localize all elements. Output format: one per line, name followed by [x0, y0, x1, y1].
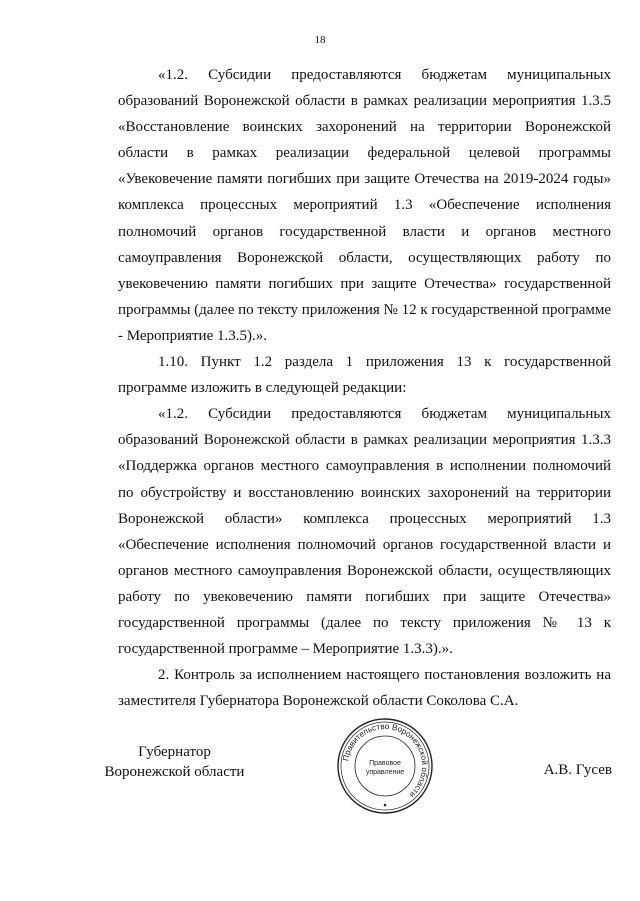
signer-title-line1: Губернатор: [138, 744, 211, 760]
paragraph-item-1-10: 1.10. Пункт 1.2 раздела 1 приложения 13 к государственной программе изложить в следующей редакции:: [118, 354, 611, 397]
paragraph-subsidy-1-3-3: «1.2. Субсидии предоставляются бюджетам муниципальных образований Воронежской области в рамках реализации мероприятия 1.3.3 «Поддержка органов местного самоуправления в исполнении полномочий по обустройству и восстановлению воинских захоронений на территории Воронежской области» комплекса процессных мероприятий 1.3 «Обеспечение исполнения полномочий органов государственной власти и органов местного самоуправления Воронежской области, осуществляющих работу по увековечению памяти погибших при защите Отечества» государственной программы (далее по тексту приложения № 13 к государственной программе – Мероприятие 1.3.3).».: [118, 406, 611, 658]
signature-block: [0, 721, 640, 862]
signer-name: А.В. Гусев: [543, 762, 612, 778]
seal-ring-text: Правительство Воронежской области: [341, 721, 430, 800]
seal-graphic: [335, 716, 435, 816]
document-body: [118, 62, 611, 714]
signer-title: [92, 742, 257, 782]
paragraph-control: 2. Контроль за исполнением настоящего постановления возложить на заместителя Губернатора Воронежской области Соколова С.А.: [118, 667, 611, 710]
signer-title-line2: Воронежской области: [104, 764, 245, 780]
official-seal: [335, 716, 435, 816]
seal-center-line2: управление: [365, 769, 405, 776]
paragraph-subsidy-1-3-5: «1.2. Субсидии предоставляются бюджетам муниципальных образований Воронежской области в рамках реализации мероприятия 1.3.5 «Восстановление воинских захоронений на территории Воронежской области в рамках реализации федеральной целевой программы «Увековечение памяти погибших при защите Отечества на 2019-2024 годы» комплекса процессных мероприятий 1.3 «Обеспечение исполнения полномочий органов государственной власти и органов местного самоуправления Воронежской области, осуществляющих работу по увековечению памяти погибших при защите Отечества» государственной программы (далее по тексту приложения № 12 к государственной программе - Мероприятие 1.3.5).».: [118, 67, 611, 344]
seal-center-line1: Правовое: [369, 760, 401, 767]
seal-star-icon: [384, 804, 387, 807]
page-number: 18: [314, 34, 326, 46]
